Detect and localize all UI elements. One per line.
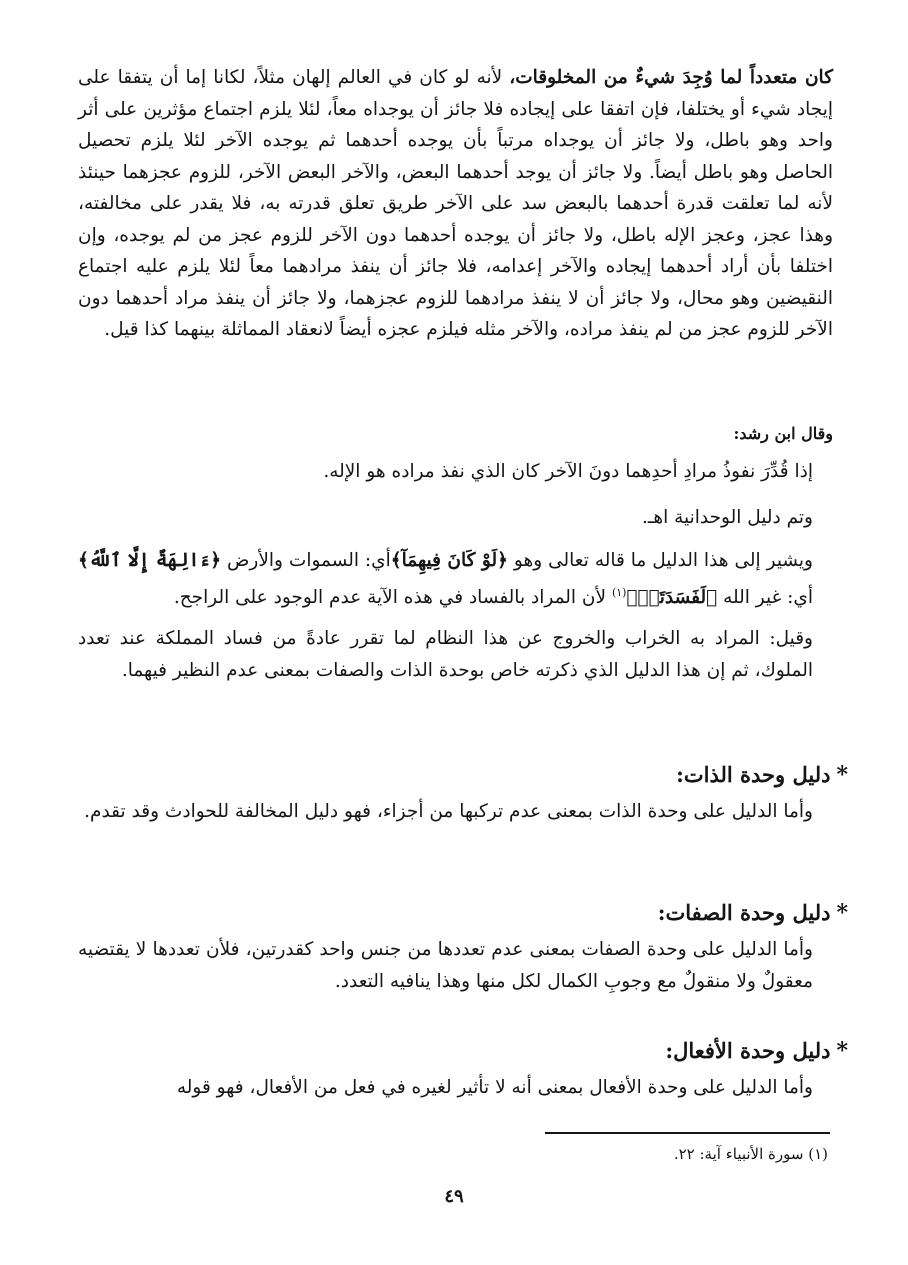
star-bullet: * [836,1038,848,1064]
footnote-divider [545,1132,830,1134]
footnote: (١) سورة الأنبياء آية: ٢٢. [673,1145,828,1163]
ibn-rushd-quote [78,420,833,533]
paragraph-text: ويشير إلى هذا الدليل ما قاله تعالى وهو [507,550,813,571]
section-heading-text: دليل وحدة الأفعال: [665,1038,831,1063]
page-number: ٤٩ [444,1186,464,1207]
paragraph-body: وأما الدليل على وحدة الذات بمعنى عدم تركبها من أجزاء، فهو دليل المخالفة للحوادث وقد تقدم. [84,801,813,822]
quran-quote: ﴿لَفَسَدَتَاۚ﴾ [626,586,718,608]
paragraph-lead: كان متعدداً لما وُجِدَ شيءٌ من المخلوقات، [509,67,834,88]
quran-paragraph [78,545,833,613]
section-paragraph [78,796,833,828]
section-heading [78,760,848,790]
section-paragraph [78,934,833,997]
section-heading [78,1036,848,1066]
paragraph-body: وقيل: المراد به الخراب والخروج عن هذا النظام لما تقرر عادةً من فساد المملكة عند تعدد الملوك، ثم إن هذا الدليل الذي ذكرته خاص بوحدة الذات والصفات بمعنى عدم النظير فيهما. [78,628,813,681]
quran-quote: ﴿ءَالِهَةٌ إِلَّا ٱللَّهُ﴾ [78,550,222,571]
star-bullet: * [836,762,848,788]
paragraph-body: لأنه لو كان في العالم إلهان مثلاً، لكانا إما أن يتفقا على إيجاد شيء أو يختلفا، فإن اتفقا على إيجاده فلا جائز أن يوجداه معاً، لئلا يلزم اجتماع مؤثرين على أثر واحد وهو باطل، ولا جائز أن يوجداه مرتباً بأن يوجده أحدهما ثم يوجده الآخر لئلا يلزم تحصيل الحاصل وهو باطل أيضاً. ولا جائز أن يوجد أحدهما البعض، والآخر البعض الآخر، للزوم عجزهما حينئذ لأنه لما تعلقت قدرة أحدهما بالبعض سد على الآخر طريق تعلق قدرته به، فلا يقدر على مخالفته، وهذا عجز، وعجز الإله باطل، ولا جائز أن يوجده أحدهما دون الآخر للزوم عجز من لم يوجده، وإن اختلفا بأن أراد أحدهما إيجاده والآخر إعدامه، فلا جائز أن ينفذ مرادهما معاً لئلا يلزم عليه اجتماع النقيضين وهو محال، ولا جائز أن لا ينفذ مرادهما للزوم عجزهما، ولا جائز أن ينفذ مراد أحدهما دون الآخر للزوم عجز من لم ينفذ مراده، والآخر مثله فيلزم عجزه أيضاً لانعقاد المماثلة بينهما كذا قيل. [78,67,834,340]
star-bullet: * [836,900,848,926]
paragraph-text: لأن المراد بالفساد في هذه الآية عدم الوجود على الراجح. [173,586,612,608]
section-heading-text: دليل وحدة الذات: [676,762,831,787]
quran-quote: ﴿لَوْ كَانَ فِيهِمَآ﴾ [390,550,508,571]
paragraph-body: وأما الدليل على وحدة الأفعال بمعنى أنه لا تأثير لغيره في فعل من الأفعال، فهو قوله [176,1077,813,1098]
paragraph-text: أي: غير الله [717,586,813,608]
paragraph-text: أي: السموات والأرض [221,550,391,571]
opening-paragraph [78,62,833,346]
section-heading [78,898,848,928]
footnote-reference: (١) [611,585,627,599]
speaker-label: وقال ابن رشد: [733,424,833,443]
paragraph-body: وأما الدليل على وحدة الصفات بمعنى عدم تعددها من جنس واحد كقدرتين، فلأن تعددها لا يقتضيه معقولٌ ولا منقولٌ مع وجوبِ الكمال لكل منها وهذا ينافيه التعدد. [78,939,813,992]
section-heading-text: دليل وحدة الصفات: [657,900,831,925]
explanation-paragraph [78,623,833,686]
quote-line: إذا قُدِّرَ نفوذُ مرادِ أحدِهما دونَ الآخر كان الذي نفذ مراده هو الإله. [323,461,813,482]
completion-line: وتم دليل الوحدانية اهـ. [642,506,813,528]
section-paragraph [78,1072,833,1104]
